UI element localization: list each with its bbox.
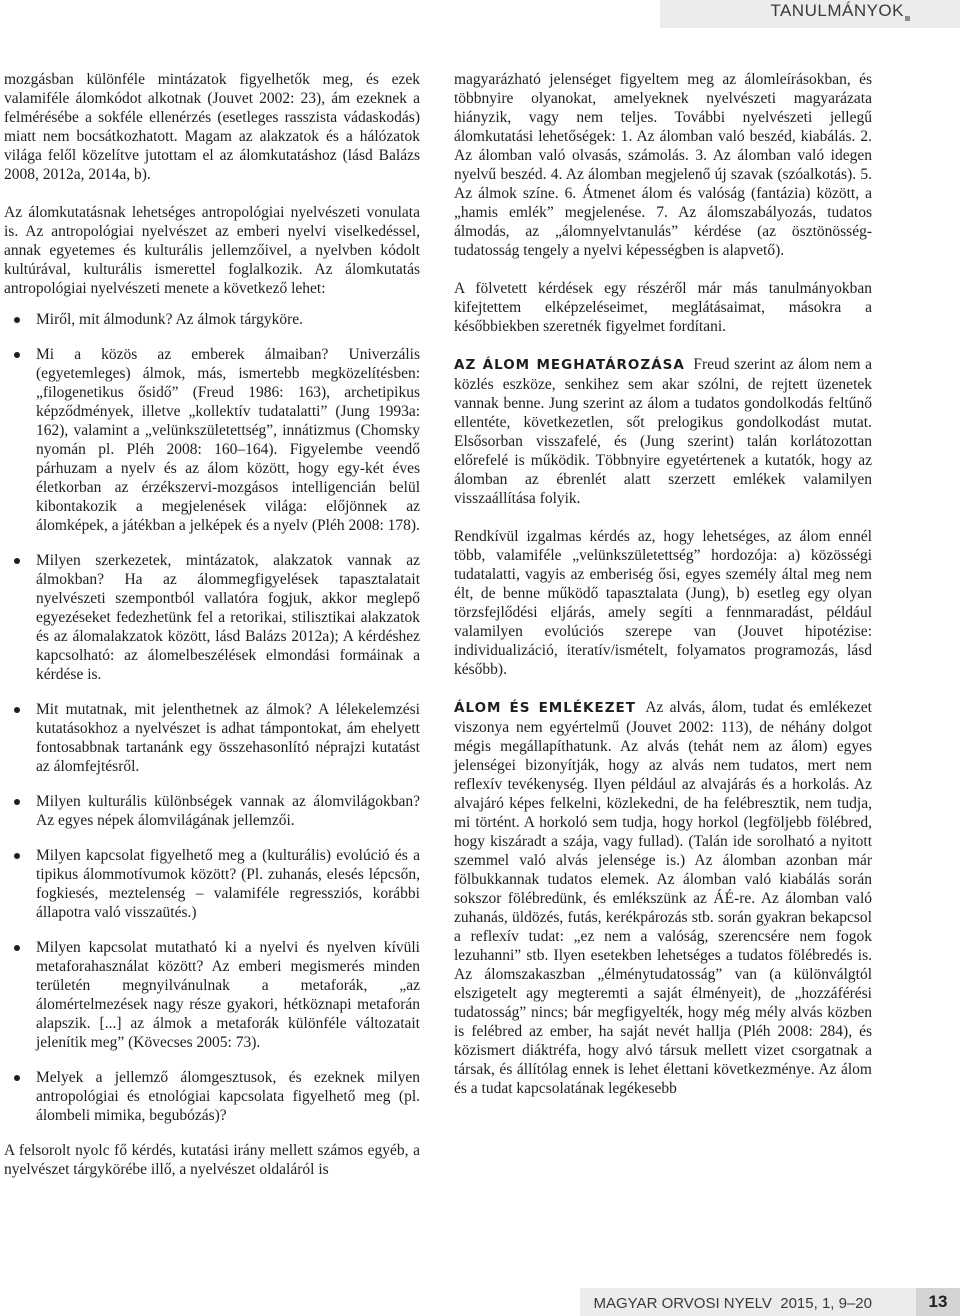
question-list (4, 310, 420, 1125)
bullet-icon (14, 317, 20, 323)
bullet-icon (14, 707, 20, 713)
list-item: Mit mutatnak, mit jelenthetnek az álmok? A lélekelemzési kutatásokhoz a nyelvészet is adhat támpontokat, ám ehelyett fontosabbnak tartanánk egy összehasonlító néprajzi kutatást az álomfejtésről. (4, 700, 420, 776)
list-item: Melyek a jellemző álomgesztusok, és ezeknek milyen antropológiai és etnológiai kapcsolata figyelhető meg (pl. álombeli mimika, begubózás)? (4, 1068, 420, 1125)
section-heading: ÁLOM ÉS EMLÉKEZET (454, 700, 636, 716)
running-footer (580, 1288, 960, 1316)
paragraph: magyarázható jelenséget figyeltem meg az álomleírásokban, és többnyire olyanokat, amelyeknek nyelvészeti magyarázata hiányzik, vagy nem teljes. További nyelvészeti jellegű álomkutatási lehetőségek: 1. Az álomban való beszéd, kiabálás. 2. Az álomban való olvasás, számolás. 3. Az álomban való idegen nyelvű beszéd. 4. Az álomban megjelenő új szavak (szóalkotás). 5. Az álmok színe. 6. Átmenet álom és valóság (fantázia) között, a „hamis emlék” megjelenése. 7. Az álomszabályozás, tudatos álmodás, az „álomnyelvtanulás” kérdése (az ösztönösség-tudatosság tengely a nyelvi képességben is alapvető). (454, 71, 872, 259)
right-column (454, 70, 872, 1098)
journal-issue: 2015, 1, 9–20 (780, 1295, 872, 1312)
list-item: Milyen kulturális különbségek vannak az álomvilágokban? Az egyes népek álomvilágának jellemzői. (4, 792, 420, 830)
section-heading: AZ ÁLOM MEGHATÁROZÁSA (454, 357, 685, 373)
list-item: Milyen szerkezetek, mintázatok, alakzatok vannak az álmokban? Ha az álommegfigyelések tapasztalatait nyelvészeti szempontból vallatóra fogjuk, akkor meglepő egyezéseket fedezhetünk fel a retorikai, stilisztikai alakzatok és az álomalakzatok között, lásd Balázs 2012a); A kérdéshez kapcsolható: az álomelbeszélések elmondási formáinak a kérdése is. (4, 551, 420, 684)
bullet-icon (14, 945, 20, 951)
paragraph: Az álomkutatásnak lehetséges antropológiai nyelvészeti vonulata is. Az antropológiai nyelvészet az emberi nyelvi viselkedéssel, annak egyetemes és kulturális jellemzőivel, a nyelvben kódolt kultúrával, kulturális ismerettel foglalkozik. Az álomkutatás antropológiai nyelvészeti menete a következő lehet: (4, 204, 420, 297)
section-memory: ÁLOM ÉS EMLÉKEZET Az alvás, álom, tudat és emlékezet viszonya nem egyértelmű (Jouvet 2002: 113), de néhány dolgot mégis megállapíthatunk. Az alvás (tehát nem az álom) egyes jelenségei bizonyítják, hogy az alvás nem tudatos, mert nem reflexív tevékenység. Ilyen például az alvajárás és a horkolás. Az alvajáró képes felkelni, közlekedni, de ha felébresztik, nem tudja, mi történt. A horkoló sem tudja, hogy horkol (legföljebb fölébred, hogy kiszáradt a szája, vagy fullad). (Talán ide sorolható a nyitott szemmel való alvás jelensége is.) Az álomban azonban már fölbukkannak tudatos elemek. Az álomban való kiabálás során sokszor fölébredünk, és emlékszünk az ÁÉ-re. Az álomban való zuhanás, üldözés, futás, kerékpározás stb. során gyakran bekapcsol a reflexív tudat: „ez nem a valóság, szerencsére nem fogok lezuhanni” stb. Ilyen esetekben lehetséges a tudatos fölébredés is. Az álomszakaszban „élménytudatosság” van (a különválgtól elszigetelt agy megteremti a saját élményeit), de „hozzáférési tudatosság” nincs; bár megfigyelték, hogy még mély alvás közben is felébred az ember, ha saját nevét hallja (Pléh 2008: 284), és közismert diáktréfa, hogy alvó társuk mellett vizet csorgatnak a társak, és állítólag ennek is lehet élettani következménye. Az álom és a tudat kapcsolatának legékesebb (454, 699, 872, 1097)
paragraph: A fölvetett kérdések egy részéről már más tanulmányokban kifejtettem elképzeléseimet, meglátásaimat, másokra a későbbiekben szeretnék figyelmet fordítani. (454, 280, 872, 335)
running-header (660, 0, 960, 28)
bullet-icon (14, 558, 20, 564)
list-item: Milyen kapcsolat mutatható ki a nyelvi és nyelven kívüli metaforahasználat között? Az emberi megismerés minden területén megnyilvánulnak a metaforák, „az álomértelmezések nagy része gyakori, hétköznapi metaforán alapszik. [...] az álmok a metaforák különféle változatait jelenítik meg” (Kövecses 2005: 73). (4, 938, 420, 1052)
list-item: Mi a közös az emberek álmaiban? Univerzális (egyetemleges) álmok, más, ismertebb megközelítésben: „filogenetikus ősidő” (Freud 1986: 163), archetipikus képződmények, illetve „kollektív tudatalatti” (Jung 1993a: 162), valamint a „velünkszületettség”, innátizmus (Chomsky nyomán pl. Pléh 2008: 160–164). Figyelembe veendő párhuzam a nyelv és az álom között, hogy egy-két éves életkorban az érzékszervi-mozgásos intelligencián belül kibontakozik a megjelenések világa: előjönnek az álomképek, a játékban a jelképek és a nyelv (Pléh 2008: 178). (4, 345, 420, 535)
section-definition: AZ ÁLOM MEGHATÁROZÁSA Freud szerint az álom nem a közlés eszköze, senkihez sem akar szólni, de rejtett üzenetek vannak benne. Jung szerint az álom a tudatos gondolkodás feltűnő ellentéte, következetlen, sőt prelogikus gondolkodást mutat. Elsősorban visszafelé, és (Jung szerint) talán korlátozottan előrefelé is működik. Többnyire egyetértenek a kutatók, hogy az álomban az ébrenlét alatt szerzett emlékek valamilyen visszaállítása folyik. (454, 356, 872, 507)
left-column (4, 70, 420, 1179)
header-square-mark (905, 16, 910, 21)
page-number: 13 (916, 1288, 960, 1316)
bullet-icon (14, 352, 20, 358)
bullet-icon (14, 853, 20, 859)
section-label: TANULMÁNYOK (770, 1, 904, 20)
paragraph: mozgásban különféle mintázatok figyelhetők meg, és ezek valamiféle álomkódot alkotnak (Jouvet 2002: 23), ám ezeknek a felmérésébe a sokféle ellenérzés (esetleges rasszista vádaskodás) miatt nem bocsátkozhatott. Magam az alakzatok és a hálózatok világa felől közelítve jutottam el az álomkutatáshoz (lásd Balázs 2008, 2012a, 2014a, b). (4, 71, 420, 183)
bullet-icon (14, 1075, 20, 1081)
journal-citation (594, 1295, 873, 1312)
bullet-icon (14, 799, 20, 805)
paragraph: Rendkívül izgalmas kérdés az, hogy lehetséges, az álom ennél több, valamiféle „velünkszületettség” hordozója: a) közösségi tudatalatti, vagyis az emberiség ősi, egyes személy által meg nem élt, de benne működő tapasztalata (Jung), b) esetleg egy olyan törzsfejlődési eljárás, amely segíti a fennmaradást, például valamilyen evolúciós szerepe van (Jouvet hipotézise: individualizáció, iteratív/ismételt, folyamatos programozás, lásd később). (454, 528, 872, 678)
paragraph: A felsorolt nyolc fő kérdés, kutatási irány mellett számos egyéb, a nyelvészet tárgykörébe illő, a nyelvészet oldaláról is (4, 1142, 420, 1178)
list-item: Miről, mit álmodunk? Az álmok tárgyköre. (4, 310, 420, 329)
list-item: Milyen kapcsolat figyelhető meg a (kulturális) evolúció és a tipikus álommotívumok között? (Pl. zuhanás, elesés lépcsőn, fogkiesés, meztelenség – valamiféle regressziós, korábbi állapotra való visszaütés.) (4, 846, 420, 922)
journal-title: MAGYAR ORVOSI NYELV (593, 1295, 772, 1312)
